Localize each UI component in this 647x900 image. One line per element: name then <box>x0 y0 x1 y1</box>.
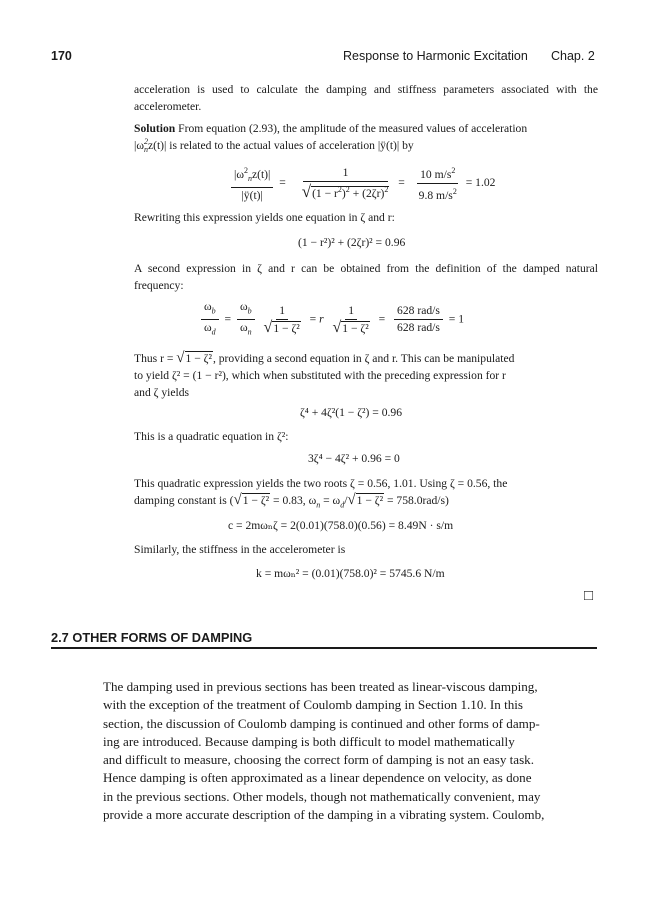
solution-omega: |ω <box>134 139 144 152</box>
body-line: in the previous sections. Other models, though not mathematically convenient, may <box>103 788 541 804</box>
qed-box-icon: □ <box>584 587 594 604</box>
equation-first: (1 − r²)² + (2ζr)² = 0.96 <box>298 236 406 249</box>
equation-amplitude-ratio: $\frac{|\omega^2_nz(t)|}{|ÿ(t)|}$ = $\frac{1}{√(1 - r^2)^2 + (2\zeta r)^2}$ = $\frac{10 m/s^2}{9.8 m/s^2}$ = 1.02 <box>228 164 495 203</box>
chapter-label: Chap. 2 <box>551 49 595 63</box>
body-line: section, the discussion of Coulomb damping is continued and other forms of damp- <box>103 715 540 731</box>
section-heading <box>51 630 252 645</box>
equation-damping-constant: c = 2mωₙζ = 2(0.01)(758.0)(0.56) = 8.49N · s/m <box>228 519 454 532</box>
equation-quartic: ζ⁴ + 4ζ²(1 − ζ²) = 0.96 <box>300 406 403 419</box>
body-line: provide a more accurate description of the damping in a vibrating system. Coulomb, <box>103 807 545 823</box>
second-expression-paragraph: A second expression in ζ and r can be obtained from the definition of the damped natural frequency: <box>134 262 598 292</box>
solution-paragraph: Solution From equation (2.93), the amplitude of the measured values of acceleration |ω $_{2 n}$z(t)| is related to the actual values of acceleration |ÿ(t)| by <box>134 122 528 155</box>
intro-paragraph: acceleration is used to calculate the damping and stiffness parameters associated with the accelerometer. <box>134 83 598 113</box>
quadratic-sentence: This is a quadratic equation in ζ²: <box>134 430 289 443</box>
section-rule <box>51 647 597 649</box>
roots-paragraph: This quadratic expression yields the two roots ζ = 0.56, 1.01. Using ζ = 0.56, the damping constant is (√1 − ζ² = 0.83, $\omega_n = \omega_d/√1 - \zeta^2 = 758.0rad/s$) <box>134 477 508 510</box>
solution-line2: z(t)| is related to the actual values of acceleration |ÿ(t)| by <box>147 139 414 152</box>
body-line: with the exception of the treatment of Coulomb damping in Section 1.10. In this <box>103 697 524 713</box>
section-title: OTHER FORMS OF DAMPING <box>72 630 253 645</box>
section-body <box>103 678 598 824</box>
solution-text: From equation (2.93), the amplitude of the measured values of acceleration <box>178 122 528 135</box>
body-line: The damping used in previous sections has been treated as linear-viscous damping, <box>103 679 538 694</box>
body-line: ing are introduced. Because damping is both difficult to model mathematically <box>103 733 515 749</box>
equation-quadratic: 3ζ⁴ − 4ζ² + 0.96 = 0 <box>308 452 400 465</box>
body-line: Hence damping is often approximated as a linear dependence on velocity, as done <box>103 770 532 786</box>
running-title: Response to Harmonic Excitation <box>343 49 528 63</box>
page-number: 170 <box>51 49 72 63</box>
body-line: and difficult to measure, choosing the correct form of damping is not an easy task. <box>103 752 535 768</box>
thus-paragraph: Thus r = √1 − ζ², providing a second equation in ζ and r. This can be manipulated to yield ζ² = (1 − r²), which when substituted with the preceding expression for r and ζ yields <box>134 350 515 399</box>
solution-label: Solution <box>134 122 176 135</box>
equation-stiffness: k = mωₙ² = (0.01)(758.0)² = 5745.6 N/m <box>256 567 445 580</box>
equation-frequency-ratio: $\frac{\omega_b}{\omega_d}$ = $\frac{\omega_b}{\omega_n}$ $\frac{1}{\text{√1 − ζ²}}$ = r $\frac{1}{\text{√1 − ζ²}}$ = $\frac{\text{628 rad/s}}{\text{628 rad/s}}$ = 1 <box>198 300 464 340</box>
rewrite-sentence: Rewriting this expression yields one equation in ζ and r: <box>134 211 395 224</box>
section-number: 2.7 <box>51 630 69 645</box>
similarly-sentence: Similarly, the stiffness in the accelerometer is <box>134 543 346 556</box>
